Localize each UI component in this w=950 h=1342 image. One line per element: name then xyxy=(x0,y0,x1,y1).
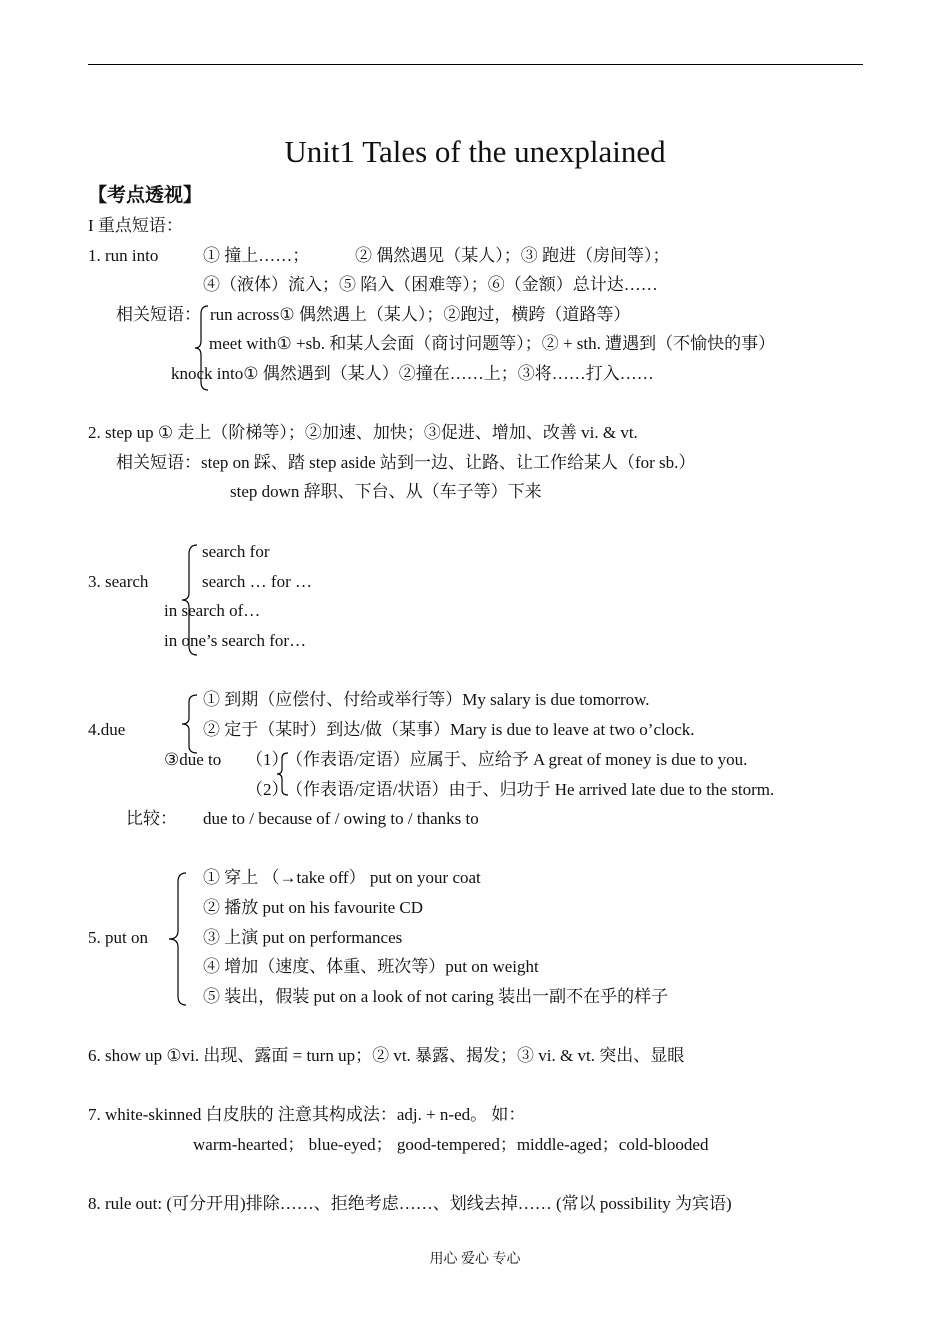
entry-4-brace xyxy=(181,694,199,754)
entry-1-meaning-2: ② 偶然遇见（某人）；③ 跑进（房间等）； xyxy=(355,246,670,265)
header-rule xyxy=(88,64,863,65)
entry-5-meaning-5: ⑤ 装出，假装 put on a look of not caring 装出一副不在乎的样子 xyxy=(203,987,669,1006)
entry-1-head: 1. run into xyxy=(88,246,159,265)
entry-3-item-4: in one’s search for… xyxy=(164,631,307,650)
entry-5-meaning-2: ② 播放 put on his favourite CD xyxy=(203,898,424,917)
entry-3-item-2: search … for … xyxy=(202,572,312,591)
entry-6-line-1: 6. show up ①vi. 出现、露面 = turn up；② vt. 暴露、揭发；③ vi. & vt. 突出、显眼 xyxy=(88,1046,685,1065)
entry-2-line-2: 相关短语：step on 踩、踏 step aside 站到一边、让路、让工作给某人（for sb.） xyxy=(116,453,696,472)
entry-4-meaning-1: ① 到期（应偿付、付给或举行等）My salary is due tomorrow. xyxy=(203,690,650,709)
entry-5-meaning-4: ④ 增加（速度、体重、班次等）put on weight xyxy=(203,957,539,976)
entry-1-meaning-1: ① 撞上……； xyxy=(203,246,310,265)
entry-4-sub-2-number: （2） xyxy=(246,780,289,799)
entry-3-item-1: search for xyxy=(202,542,270,561)
entry-4-sub-1: （作表语/定语）应属于、应给予 A great of money is due to you. xyxy=(286,750,748,769)
entry-7-line-2: warm-hearted； blue-eyed； good-tempered；middle-aged；cold-blooded xyxy=(193,1135,709,1154)
entry-4-head: 4.due xyxy=(88,720,126,739)
page-title: Unit1 Tales of the unexplained xyxy=(284,134,666,169)
entry-4-meaning-2: ② 定于（某时）到达/做（某事）Mary is due to leave at two o’clock. xyxy=(203,720,695,739)
section-heading: 【考点透视】 xyxy=(88,184,203,206)
entry-2-line-1: 2. step up ① 走上（阶梯等）；②加速、加快；③促进、增加、改善 vi. & vt. xyxy=(88,423,638,442)
entry-4-meaning-3: ③due to xyxy=(164,750,222,769)
subheading: I 重点短语： xyxy=(88,216,183,235)
entry-5-head: 5. put on xyxy=(88,928,148,947)
entry-2-line-3: step down 辞职、下台、从（车子等）下来 xyxy=(230,482,542,501)
entry-4-sub-2: （作表语/定语/状语）由于、归功于 He arrived late due to the storm. xyxy=(286,780,775,799)
entry-4-compare-label: 比较： xyxy=(126,809,177,828)
entry-4-compare: due to / because of / owing to / thanks to xyxy=(203,809,479,828)
entry-1-related-1: run across① 偶然遇上（某人）；②跑过，横跨（道路等） xyxy=(210,305,631,324)
entry-3-head: 3. search xyxy=(88,572,149,591)
entry-5-meaning-3: ③ 上演 put on performances xyxy=(203,928,403,947)
entry-1-meaning-3: ④（液体）流入；⑤ 陷入（困难等）；⑥（金额）总计达…… xyxy=(203,275,658,294)
entry-7-line-1: 7. white-skinned 白皮肤的 注意其构成法：adj. + n-ed。 如： xyxy=(88,1105,526,1124)
entry-5-meaning-1: ① 穿上 （→take off） put on your coat xyxy=(203,868,481,887)
entry-1-related-label: 相关短语： xyxy=(116,305,201,324)
entry-8-line-1: 8. rule out: (可分开用)排除……、拒绝考虑……、划线去掉…… (常以 possibility 为宾语) xyxy=(88,1194,732,1213)
entry-5-brace xyxy=(168,872,188,1006)
page-footer: 用心 爱心 专心 xyxy=(429,1252,521,1267)
entry-1-related-2: meet with① +sb. 和某人会面（商讨问题等）；② + sth. 遭遇到（不愉快的事） xyxy=(209,334,776,353)
entry-3-item-3: in search of… xyxy=(164,601,261,620)
entry-1-related-3: knock into① 偶然遇到（某人）②撞在……上；③将……打入…… xyxy=(171,364,654,383)
entry-4-sub-1-number: （1） xyxy=(246,750,289,769)
